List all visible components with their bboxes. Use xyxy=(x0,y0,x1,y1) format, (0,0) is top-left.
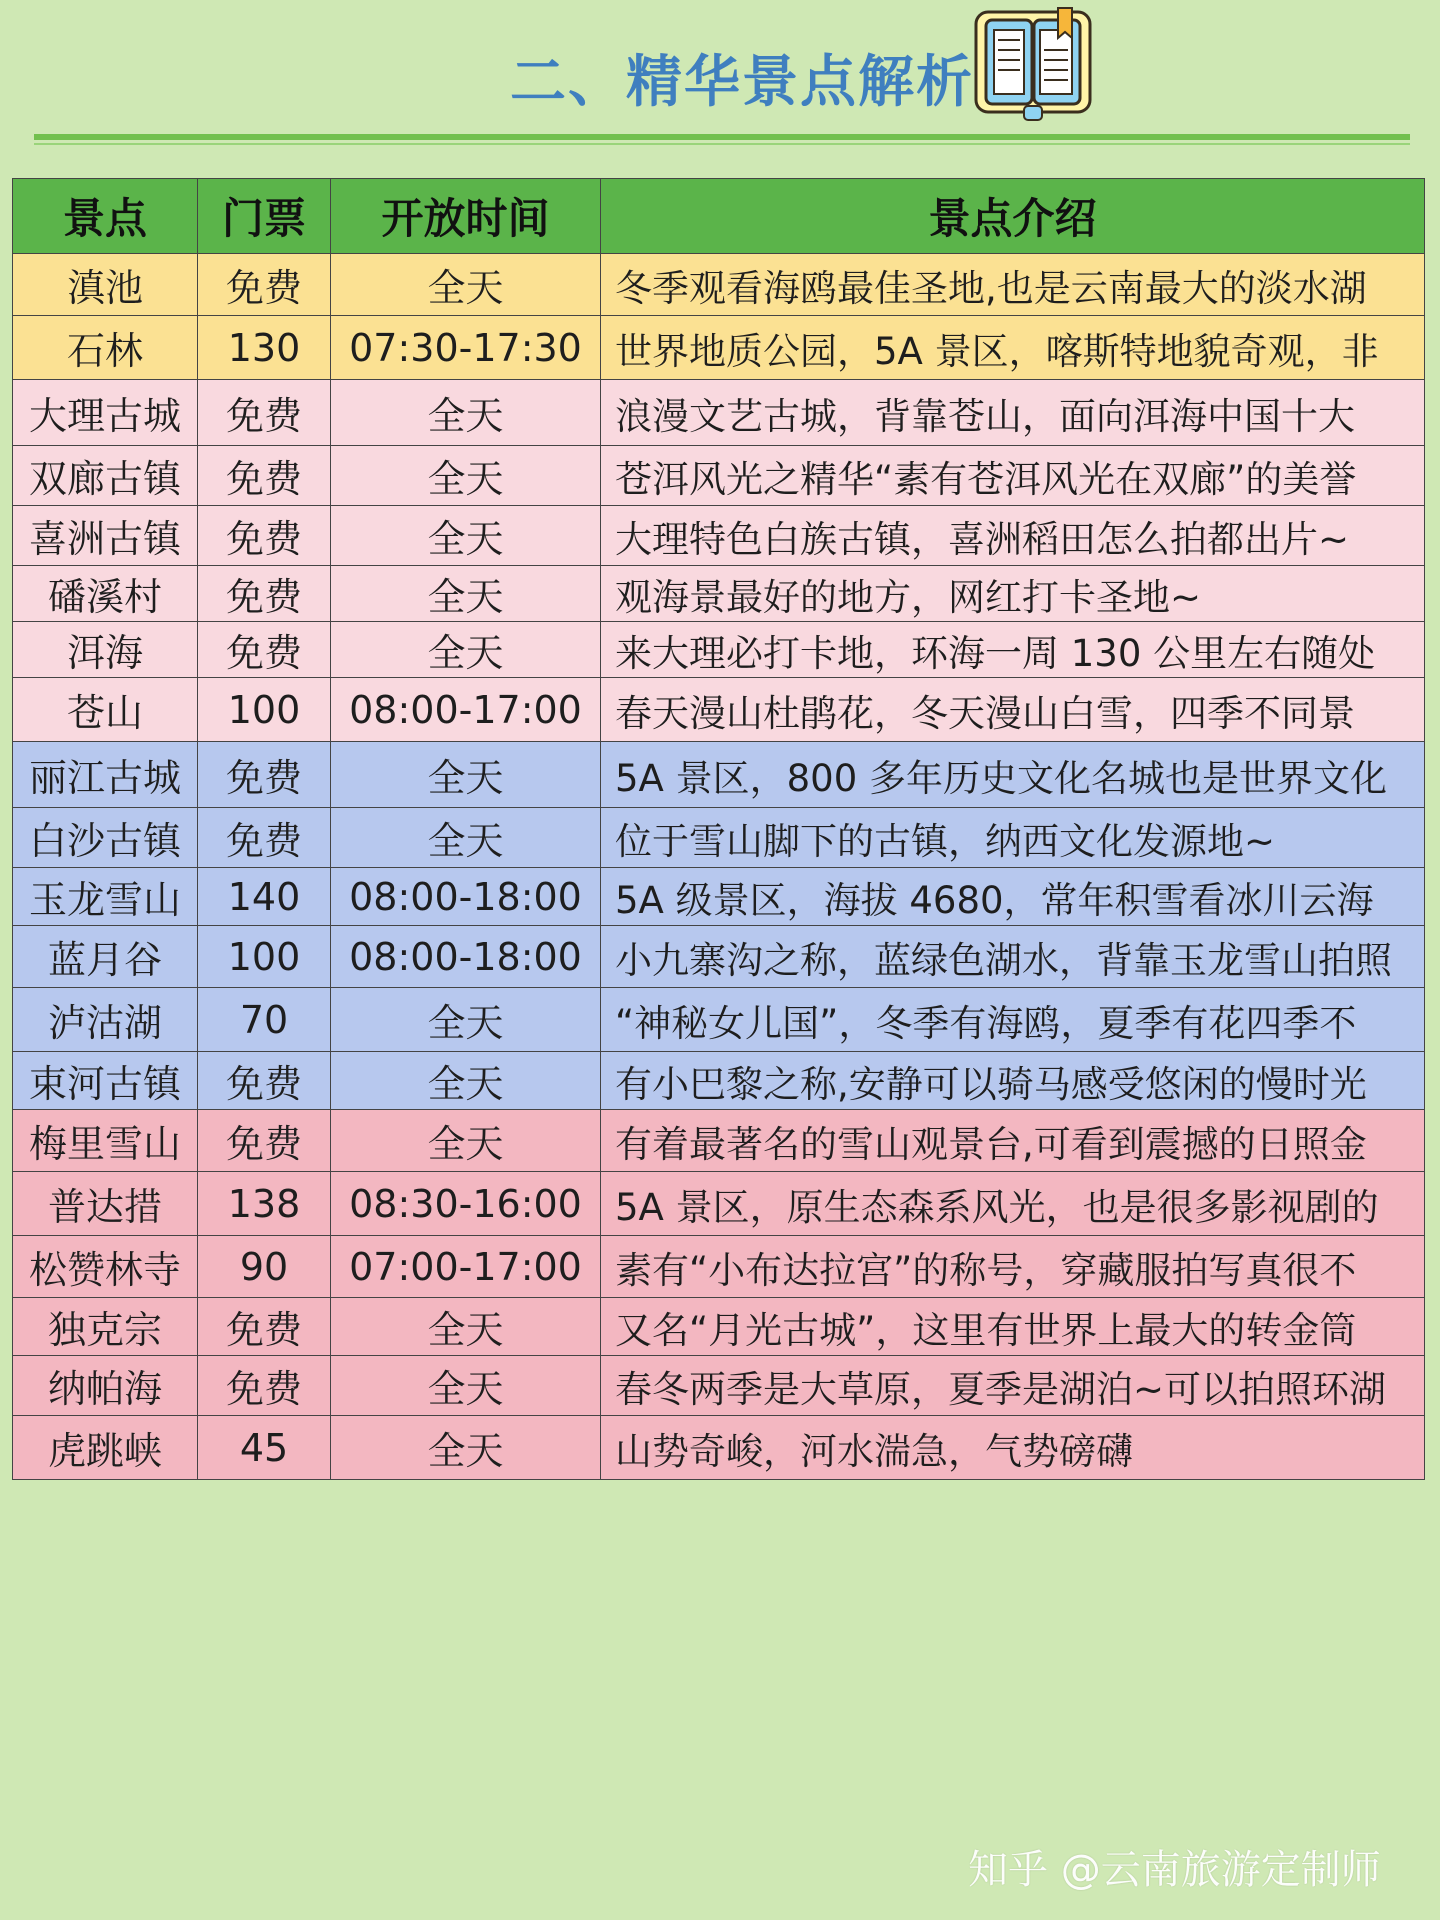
column-header-ticket: 门票 xyxy=(198,179,331,254)
opening-hours-cell: 全天 xyxy=(331,742,601,808)
ticket-price-cell: 免费 xyxy=(198,808,331,868)
attraction-description-cell: 世界地质公园，5A 景区，喀斯特地貌奇观，非 xyxy=(601,316,1425,380)
attraction-description-cell: 5A 景区，原生态森系风光，也是很多影视剧的 xyxy=(601,1172,1425,1236)
opening-hours-cell: 全天 xyxy=(331,380,601,446)
column-header-hours: 开放时间 xyxy=(331,179,601,254)
attraction-description-cell: 来大理必打卡地，环海一周 130 公里左右随处 xyxy=(601,622,1425,678)
ticket-price-cell: 免费 xyxy=(198,622,331,678)
open-book-icon xyxy=(968,6,1098,124)
table-row xyxy=(13,926,1425,988)
attraction-name-cell: 虎跳峡 xyxy=(13,1416,198,1480)
table-row xyxy=(13,678,1425,742)
opening-hours-cell: 全天 xyxy=(331,808,601,868)
opening-hours-cell: 08:00-17:00 xyxy=(331,678,601,742)
attraction-name-cell: 双廊古镇 xyxy=(13,446,198,506)
attraction-name-cell: 松赞林寺 xyxy=(13,1236,198,1298)
attraction-description-cell: 苍洱风光之精华“素有苍洱风光在双廊”的美誉 xyxy=(601,446,1425,506)
opening-hours-cell: 全天 xyxy=(331,1052,601,1110)
ticket-price-cell: 免费 xyxy=(198,506,331,566)
table-row xyxy=(13,1298,1425,1356)
attraction-description-cell: 有小巴黎之称,安静可以骑马感受悠闲的慢时光 xyxy=(601,1052,1425,1110)
ticket-price-cell: 免费 xyxy=(198,1298,331,1356)
ticket-price-cell: 100 xyxy=(198,926,331,988)
attraction-description-cell: 5A 级景区，海拔 4680，常年积雪看冰川云海 xyxy=(601,868,1425,926)
ticket-price-cell: 100 xyxy=(198,678,331,742)
ticket-price-cell: 90 xyxy=(198,1236,331,1298)
attraction-description-cell: 观海景最好的地方，网红打卡圣地~ xyxy=(601,566,1425,622)
opening-hours-cell: 全天 xyxy=(331,988,601,1052)
opening-hours-cell: 全天 xyxy=(331,446,601,506)
ticket-price-cell: 免费 xyxy=(198,566,331,622)
attraction-name-cell: 喜洲古镇 xyxy=(13,506,198,566)
attraction-name-cell: 泸沽湖 xyxy=(13,988,198,1052)
attraction-description-cell: 又名“月光古城”，这里有世界上最大的转金筒 xyxy=(601,1298,1425,1356)
opening-hours-cell: 全天 xyxy=(331,1416,601,1480)
attraction-description-cell: 冬季观看海鸥最佳圣地,也是云南最大的淡水湖 xyxy=(601,254,1425,316)
table-row xyxy=(13,254,1425,316)
attractions-table xyxy=(12,178,1425,1480)
attraction-description-cell: 有着最著名的雪山观景台,可看到震撼的日照金 xyxy=(601,1110,1425,1172)
opening-hours-cell: 全天 xyxy=(331,1356,601,1416)
ticket-price-cell: 免费 xyxy=(198,446,331,506)
table-row xyxy=(13,1416,1425,1480)
page-header xyxy=(0,0,1440,130)
table-row xyxy=(13,316,1425,380)
attraction-description-cell: 小九寨沟之称，蓝绿色湖水，背靠玉龙雪山拍照 xyxy=(601,926,1425,988)
attraction-name-cell: 蓝月谷 xyxy=(13,926,198,988)
table-row xyxy=(13,566,1425,622)
opening-hours-cell: 07:30-17:30 xyxy=(331,316,601,380)
ticket-price-cell: 免费 xyxy=(198,380,331,446)
opening-hours-cell: 全天 xyxy=(331,506,601,566)
table-row xyxy=(13,1110,1425,1172)
attraction-description-cell: 春天漫山杜鹃花，冬天漫山白雪，四季不同景 xyxy=(601,678,1425,742)
ticket-price-cell: 免费 xyxy=(198,742,331,808)
table-row xyxy=(13,1172,1425,1236)
attraction-name-cell: 苍山 xyxy=(13,678,198,742)
page-title: 二、精华景点解析 xyxy=(510,50,974,115)
table-row xyxy=(13,1052,1425,1110)
opening-hours-cell: 08:30-16:00 xyxy=(331,1172,601,1236)
attraction-name-cell: 纳帕海 xyxy=(13,1356,198,1416)
ticket-price-cell: 免费 xyxy=(198,254,331,316)
attraction-description-cell: 春冬两季是大草原，夏季是湖泊~可以拍照环湖 xyxy=(601,1356,1425,1416)
attraction-description-cell: 素有“小布达拉宫”的称号，穿藏服拍写真很不 xyxy=(601,1236,1425,1298)
opening-hours-cell: 08:00-18:00 xyxy=(331,868,601,926)
ticket-price-cell: 70 xyxy=(198,988,331,1052)
ticket-price-cell: 45 xyxy=(198,1416,331,1480)
attraction-description-cell: “神秘女儿国”，冬季有海鸥，夏季有花四季不 xyxy=(601,988,1425,1052)
attraction-description-cell: 位于雪山脚下的古镇，纳西文化发源地~ xyxy=(601,808,1425,868)
table-row xyxy=(13,1356,1425,1416)
ticket-price-cell: 免费 xyxy=(198,1110,331,1172)
attraction-description-cell: 浪漫文艺古城，背靠苍山，面向洱海中国十大 xyxy=(601,380,1425,446)
opening-hours-cell: 全天 xyxy=(331,622,601,678)
opening-hours-cell: 全天 xyxy=(331,566,601,622)
ticket-price-cell: 免费 xyxy=(198,1052,331,1110)
attraction-name-cell: 大理古城 xyxy=(13,380,198,446)
opening-hours-cell: 08:00-18:00 xyxy=(331,926,601,988)
table-row xyxy=(13,808,1425,868)
header-divider xyxy=(34,134,1410,140)
attraction-description-cell: 5A 景区，800 多年历史文化名城也是世界文化 xyxy=(601,742,1425,808)
ticket-price-cell: 免费 xyxy=(198,1356,331,1416)
attraction-description-cell: 大理特色白族古镇，喜洲稻田怎么拍都出片~ xyxy=(601,506,1425,566)
table-row xyxy=(13,742,1425,808)
attraction-name-cell: 石林 xyxy=(13,316,198,380)
table-row xyxy=(13,380,1425,446)
table-row xyxy=(13,446,1425,506)
ticket-price-cell: 130 xyxy=(198,316,331,380)
header-divider-thin xyxy=(34,143,1410,145)
attraction-name-cell: 丽江古城 xyxy=(13,742,198,808)
ticket-price-cell: 138 xyxy=(198,1172,331,1236)
attraction-name-cell: 白沙古镇 xyxy=(13,808,198,868)
attraction-name-cell: 独克宗 xyxy=(13,1298,198,1356)
table-row xyxy=(13,622,1425,678)
column-header-name: 景点 xyxy=(13,179,198,254)
opening-hours-cell: 07:00-17:00 xyxy=(331,1236,601,1298)
opening-hours-cell: 全天 xyxy=(331,254,601,316)
attraction-name-cell: 梅里雪山 xyxy=(13,1110,198,1172)
opening-hours-cell: 全天 xyxy=(331,1110,601,1172)
table-row xyxy=(13,868,1425,926)
table-row xyxy=(13,506,1425,566)
attraction-name-cell: 束河古镇 xyxy=(13,1052,198,1110)
opening-hours-cell: 全天 xyxy=(331,1298,601,1356)
attraction-name-cell: 滇池 xyxy=(13,254,198,316)
attraction-name-cell: 普达措 xyxy=(13,1172,198,1236)
attraction-description-cell: 山势奇峻，河水湍急，气势磅礴 xyxy=(601,1416,1425,1480)
column-header-description: 景点介绍 xyxy=(601,179,1425,254)
ticket-price-cell: 140 xyxy=(198,868,331,926)
attraction-name-cell: 磻溪村 xyxy=(13,566,198,622)
table-row xyxy=(13,1236,1425,1298)
attraction-name-cell: 洱海 xyxy=(13,622,198,678)
table-row xyxy=(13,988,1425,1052)
attraction-name-cell: 玉龙雪山 xyxy=(13,868,198,926)
table-header-row xyxy=(13,179,1425,254)
watermark-credit: 知乎 @云南旅游定制师 xyxy=(968,1847,1381,1893)
